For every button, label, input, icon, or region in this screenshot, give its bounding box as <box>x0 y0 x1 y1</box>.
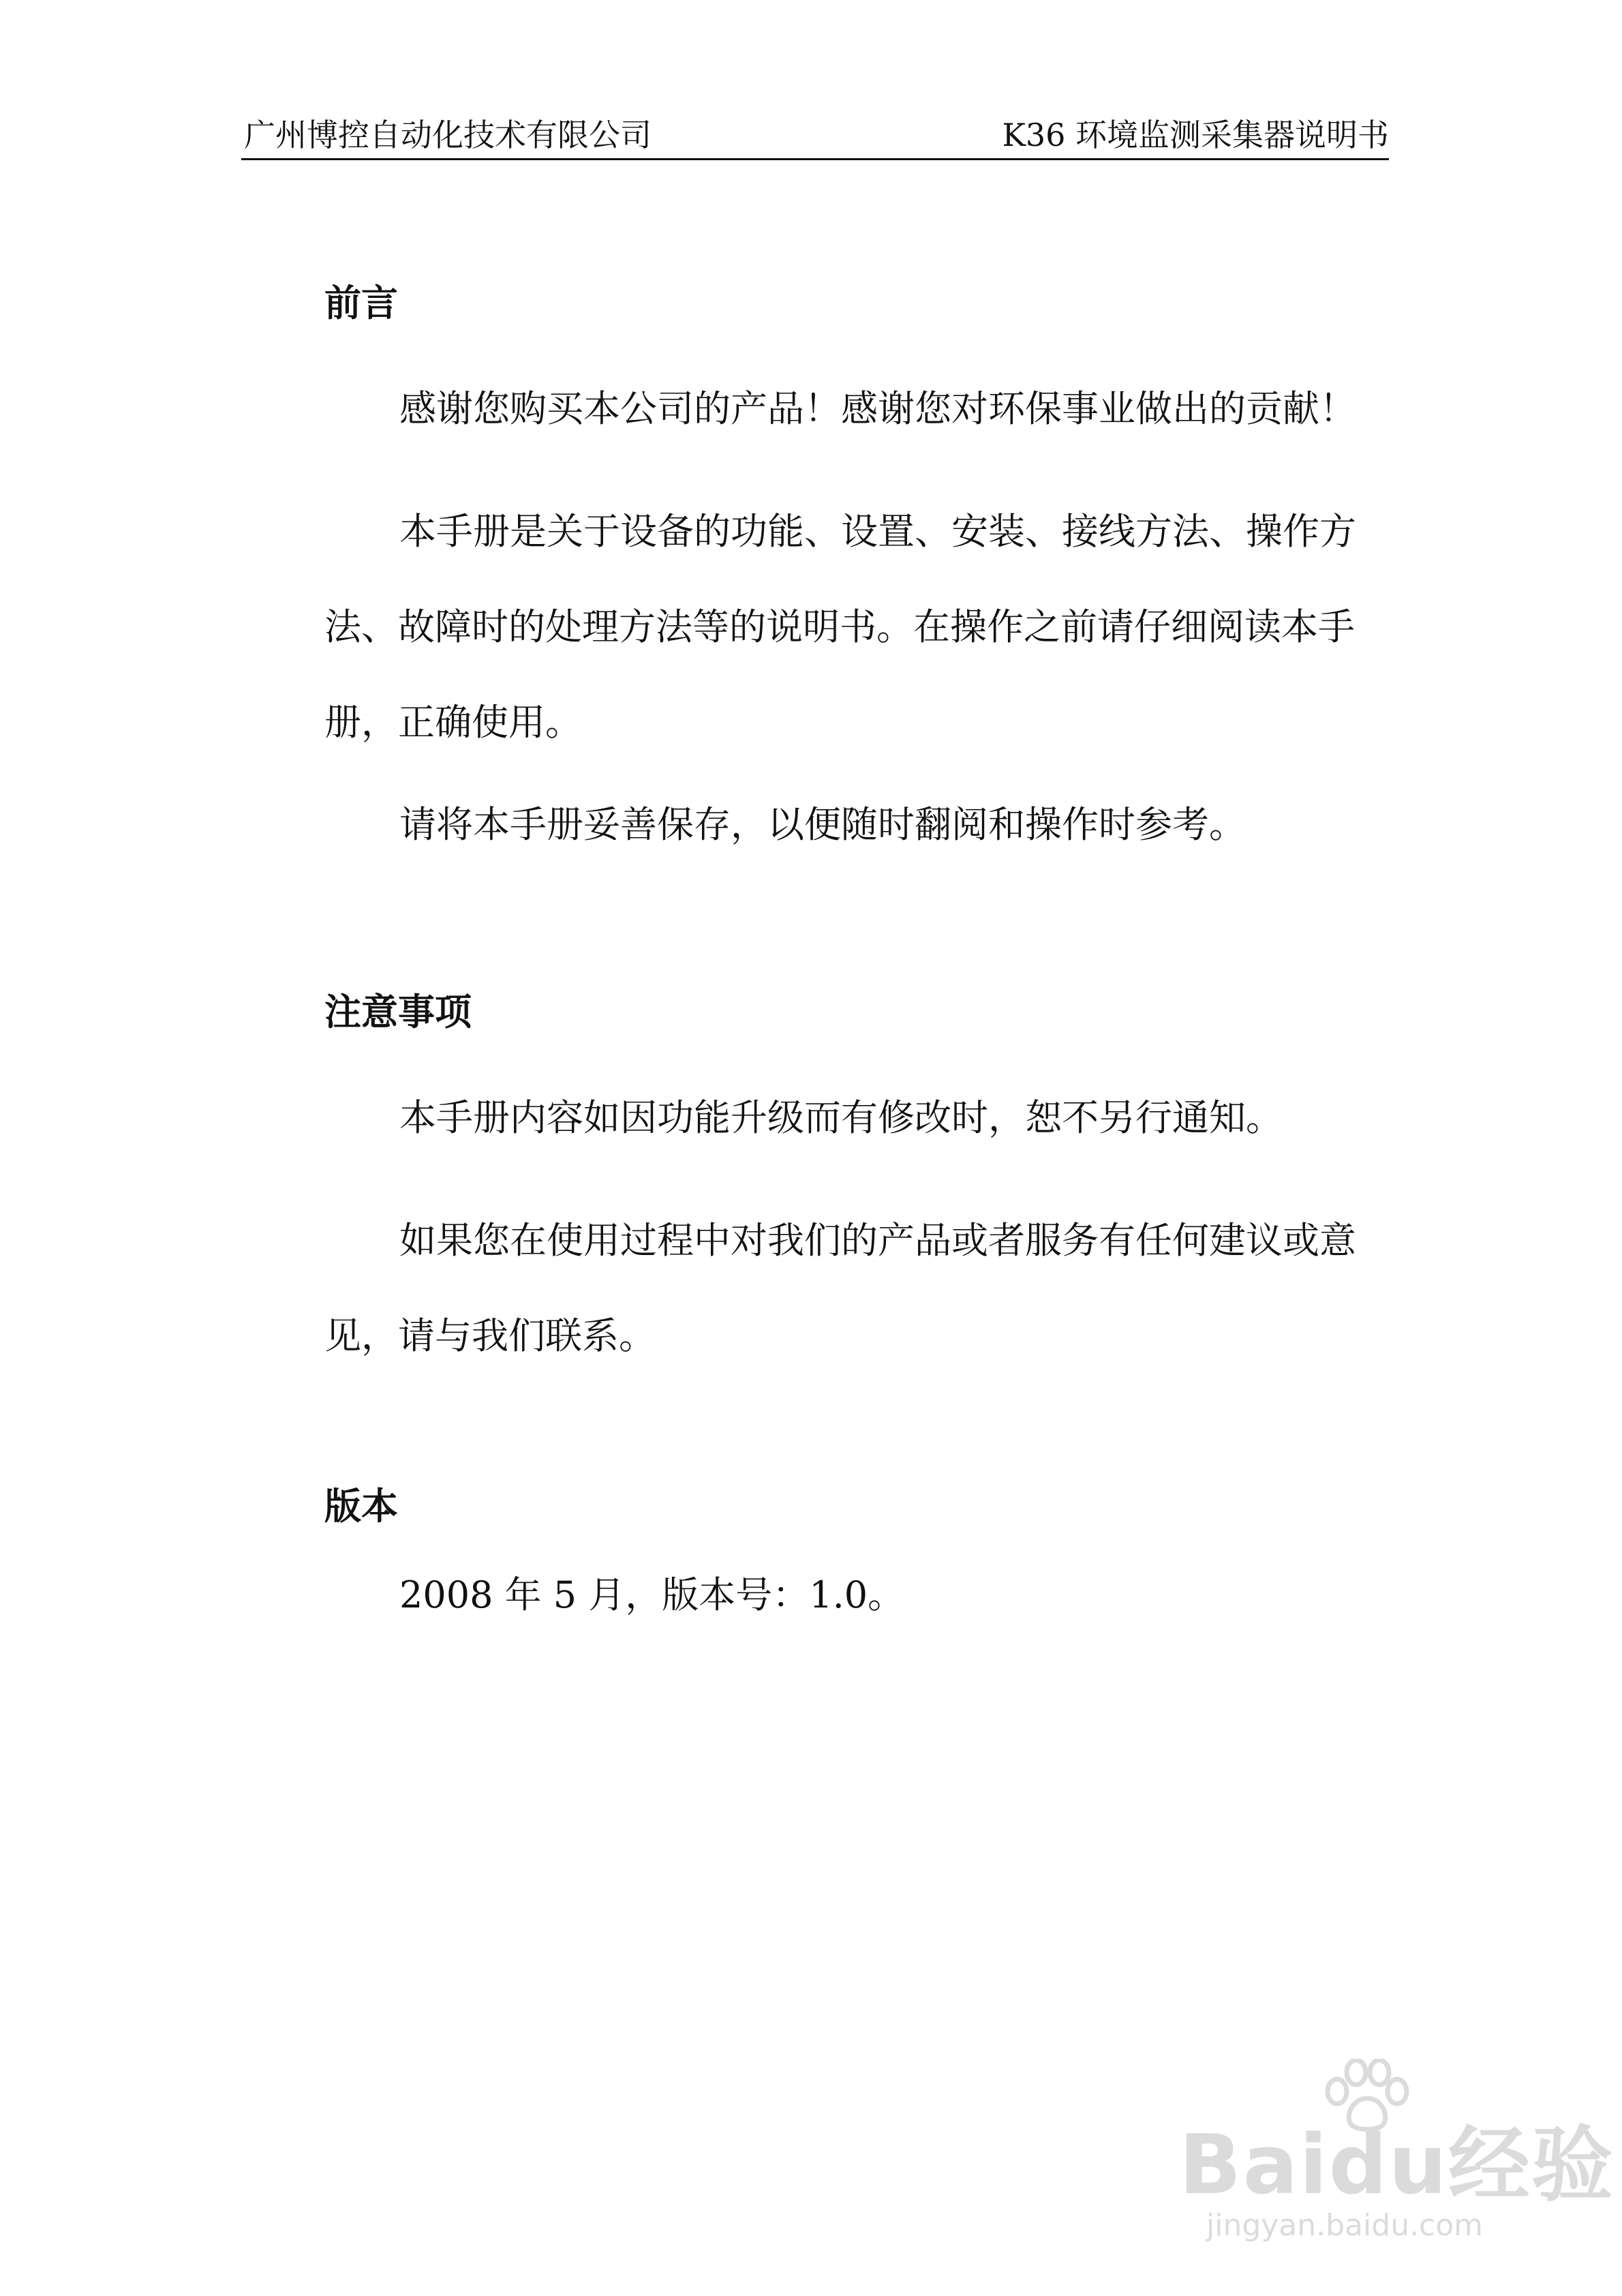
watermark-brand: Baidu经验 <box>1179 2118 1615 2213</box>
preface-paragraph-1: 感谢您购买本公司的产品！感谢您对环保事业做出的贡献！ <box>399 387 1356 430</box>
header-company-name: 广州博控自动化技术有限公司 <box>244 117 652 153</box>
version-text: 2008 年 5 月，版本号：1.0。 <box>399 1573 905 1616</box>
header-divider <box>241 158 1389 160</box>
notice-paragraph-1: 本手册内容如因功能升级而有修改时，恕不另行通知。 <box>399 1096 1283 1139</box>
watermark-url: jingyan.baidu.com <box>1206 2208 1484 2243</box>
preface-paragraph-2: 本手册是关于设备的功能、设置、安装、接线方法、操作方法、故障时的处理方法等的说明书。在操作之前请仔细阅读本手册，正确使用。 <box>324 510 1356 744</box>
notice-heading: 注意事项 <box>324 991 472 1033</box>
preface-paragraph-3: 请将本手册妥善保存，以便随时翻阅和操作时参考。 <box>399 803 1246 846</box>
preface-heading: 前言 <box>324 282 398 324</box>
baidu-watermark <box>1152 2059 1615 2250</box>
version-heading: 版本 <box>324 1485 398 1528</box>
header-manual-title: K36 环境监测采集器说明书 <box>1002 117 1389 153</box>
notice-paragraph-2: 如果您在使用过程中对我们的产品或者服务有任何建议或意见，请与我们联系。 <box>324 1219 1356 1357</box>
